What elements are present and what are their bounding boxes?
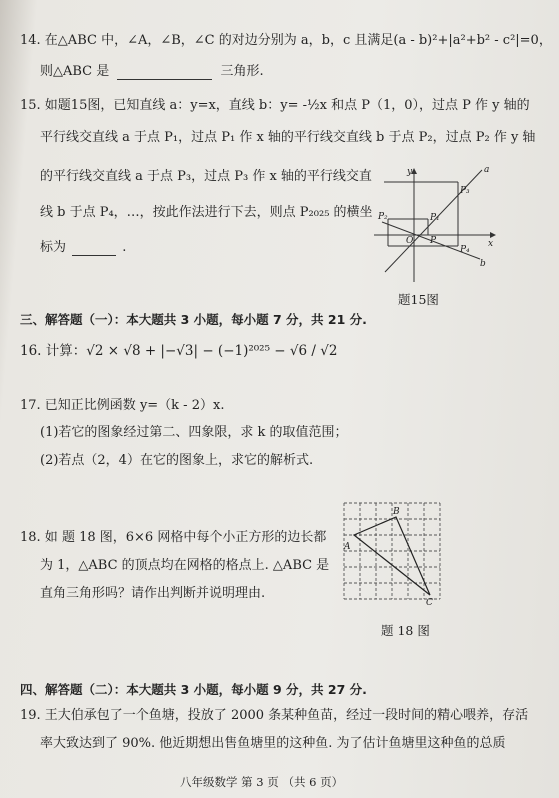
q14-line1: 14. 在△ABC 中，∠A，∠B，∠C 的对边分别为 a，b，c 且满足(a - b)²+|a²+b² - c²|=0， [20,33,552,48]
label-P2: P₂ [378,212,388,222]
q14-line2-start: 则△ABC 是 [40,64,110,79]
q15-caption: 题15图 [398,292,439,307]
q18-line1: 18. 如 题 18 图，6×6 网格中每个小正方形的边长都 [20,530,327,545]
q16-text: 16. 计算：√2 × √8 + |−√3| − (−1)²⁰²⁵ − √6 / √2 [20,343,338,359]
q15-line5-start: 标为 [40,240,67,255]
q18-line2: 为 1，△ABC 的顶点均在网格的格点上. △ABC 是 [40,558,330,573]
q19-line1: 19. 王大伯承包了一个鱼塘，投放了 2000 条某种鱼苗，经过一段时间的精心喂养，存活 [20,708,529,723]
q15-line5 [40,240,126,256]
q15-figure [370,162,500,287]
label-y: y [407,167,413,177]
q17-line1: 17. 已知正比例函数 y=（k - 2）x. [20,398,225,413]
section3-title: 三、解答题（一）：本大题共 3 小题，每小题 7 分，共 21 分. [20,312,367,327]
label-O: O [406,236,414,246]
q15-line5-end: . [122,240,127,255]
label-P4: P₄ [460,245,470,255]
q14-line2 [40,64,264,80]
q15-line1: 15. 如题15图，已知直线 a：y=x，直线 b：y= -½x 和点 P（1，0），过点 P 作 y 轴的 [20,98,530,113]
q15-answer-blank[interactable] [72,255,116,256]
label-B: B [393,507,400,517]
section4-title: 四、解答题（二）：本大题共 3 小题，每小题 9 分，共 27 分. [20,682,367,697]
label-P3: P₃ [460,186,470,196]
label-x: x [488,239,494,249]
q17-line3: (2)若点（2，4）在它的图象上，求它的解析式. [40,453,314,468]
label-P: P [430,236,437,246]
q15-line4: 线 b 于点 P₄，…，按此作法进行下去，则点 P₂₀₂₅ 的横坐 [40,205,373,220]
label-b: b [480,259,486,269]
q18-line3: 直角三角形吗？请作出判断并说明理由. [40,586,266,601]
label-a: a [484,165,490,175]
page-footer: 八年级数学 第 3 页 （共 6 页） [180,775,344,789]
q18-caption: 题 18 图 [381,623,430,638]
label-C: C [426,598,433,608]
q19-line2: 率大致达到了 90%. 他近期想出售鱼塘里的这种鱼. 为了估计鱼塘里这种鱼的总质 [40,736,506,751]
q15-line3: 的平行线交直线 a 于点 P₃，过点 P₃ 作 x 轴的平行线交直 [40,169,372,184]
label-A: A [344,542,351,552]
q15-line2: 平行线交直线 a 于点 P₁，过点 P₁ 作 x 轴的平行线交直线 b 于点 P₂，过点 P₂ 作 y 轴 [40,130,536,145]
q17-line2: (1)若它的图象经过第二、四象限，求 k 的取值范围； [40,425,348,440]
label-P1: P₁ [430,213,440,223]
q14-line2-end: 三角形. [220,64,264,79]
q14-answer-blank[interactable] [117,79,212,80]
x-axis-arrow [490,232,496,238]
q18-grid-figure [338,497,446,611]
